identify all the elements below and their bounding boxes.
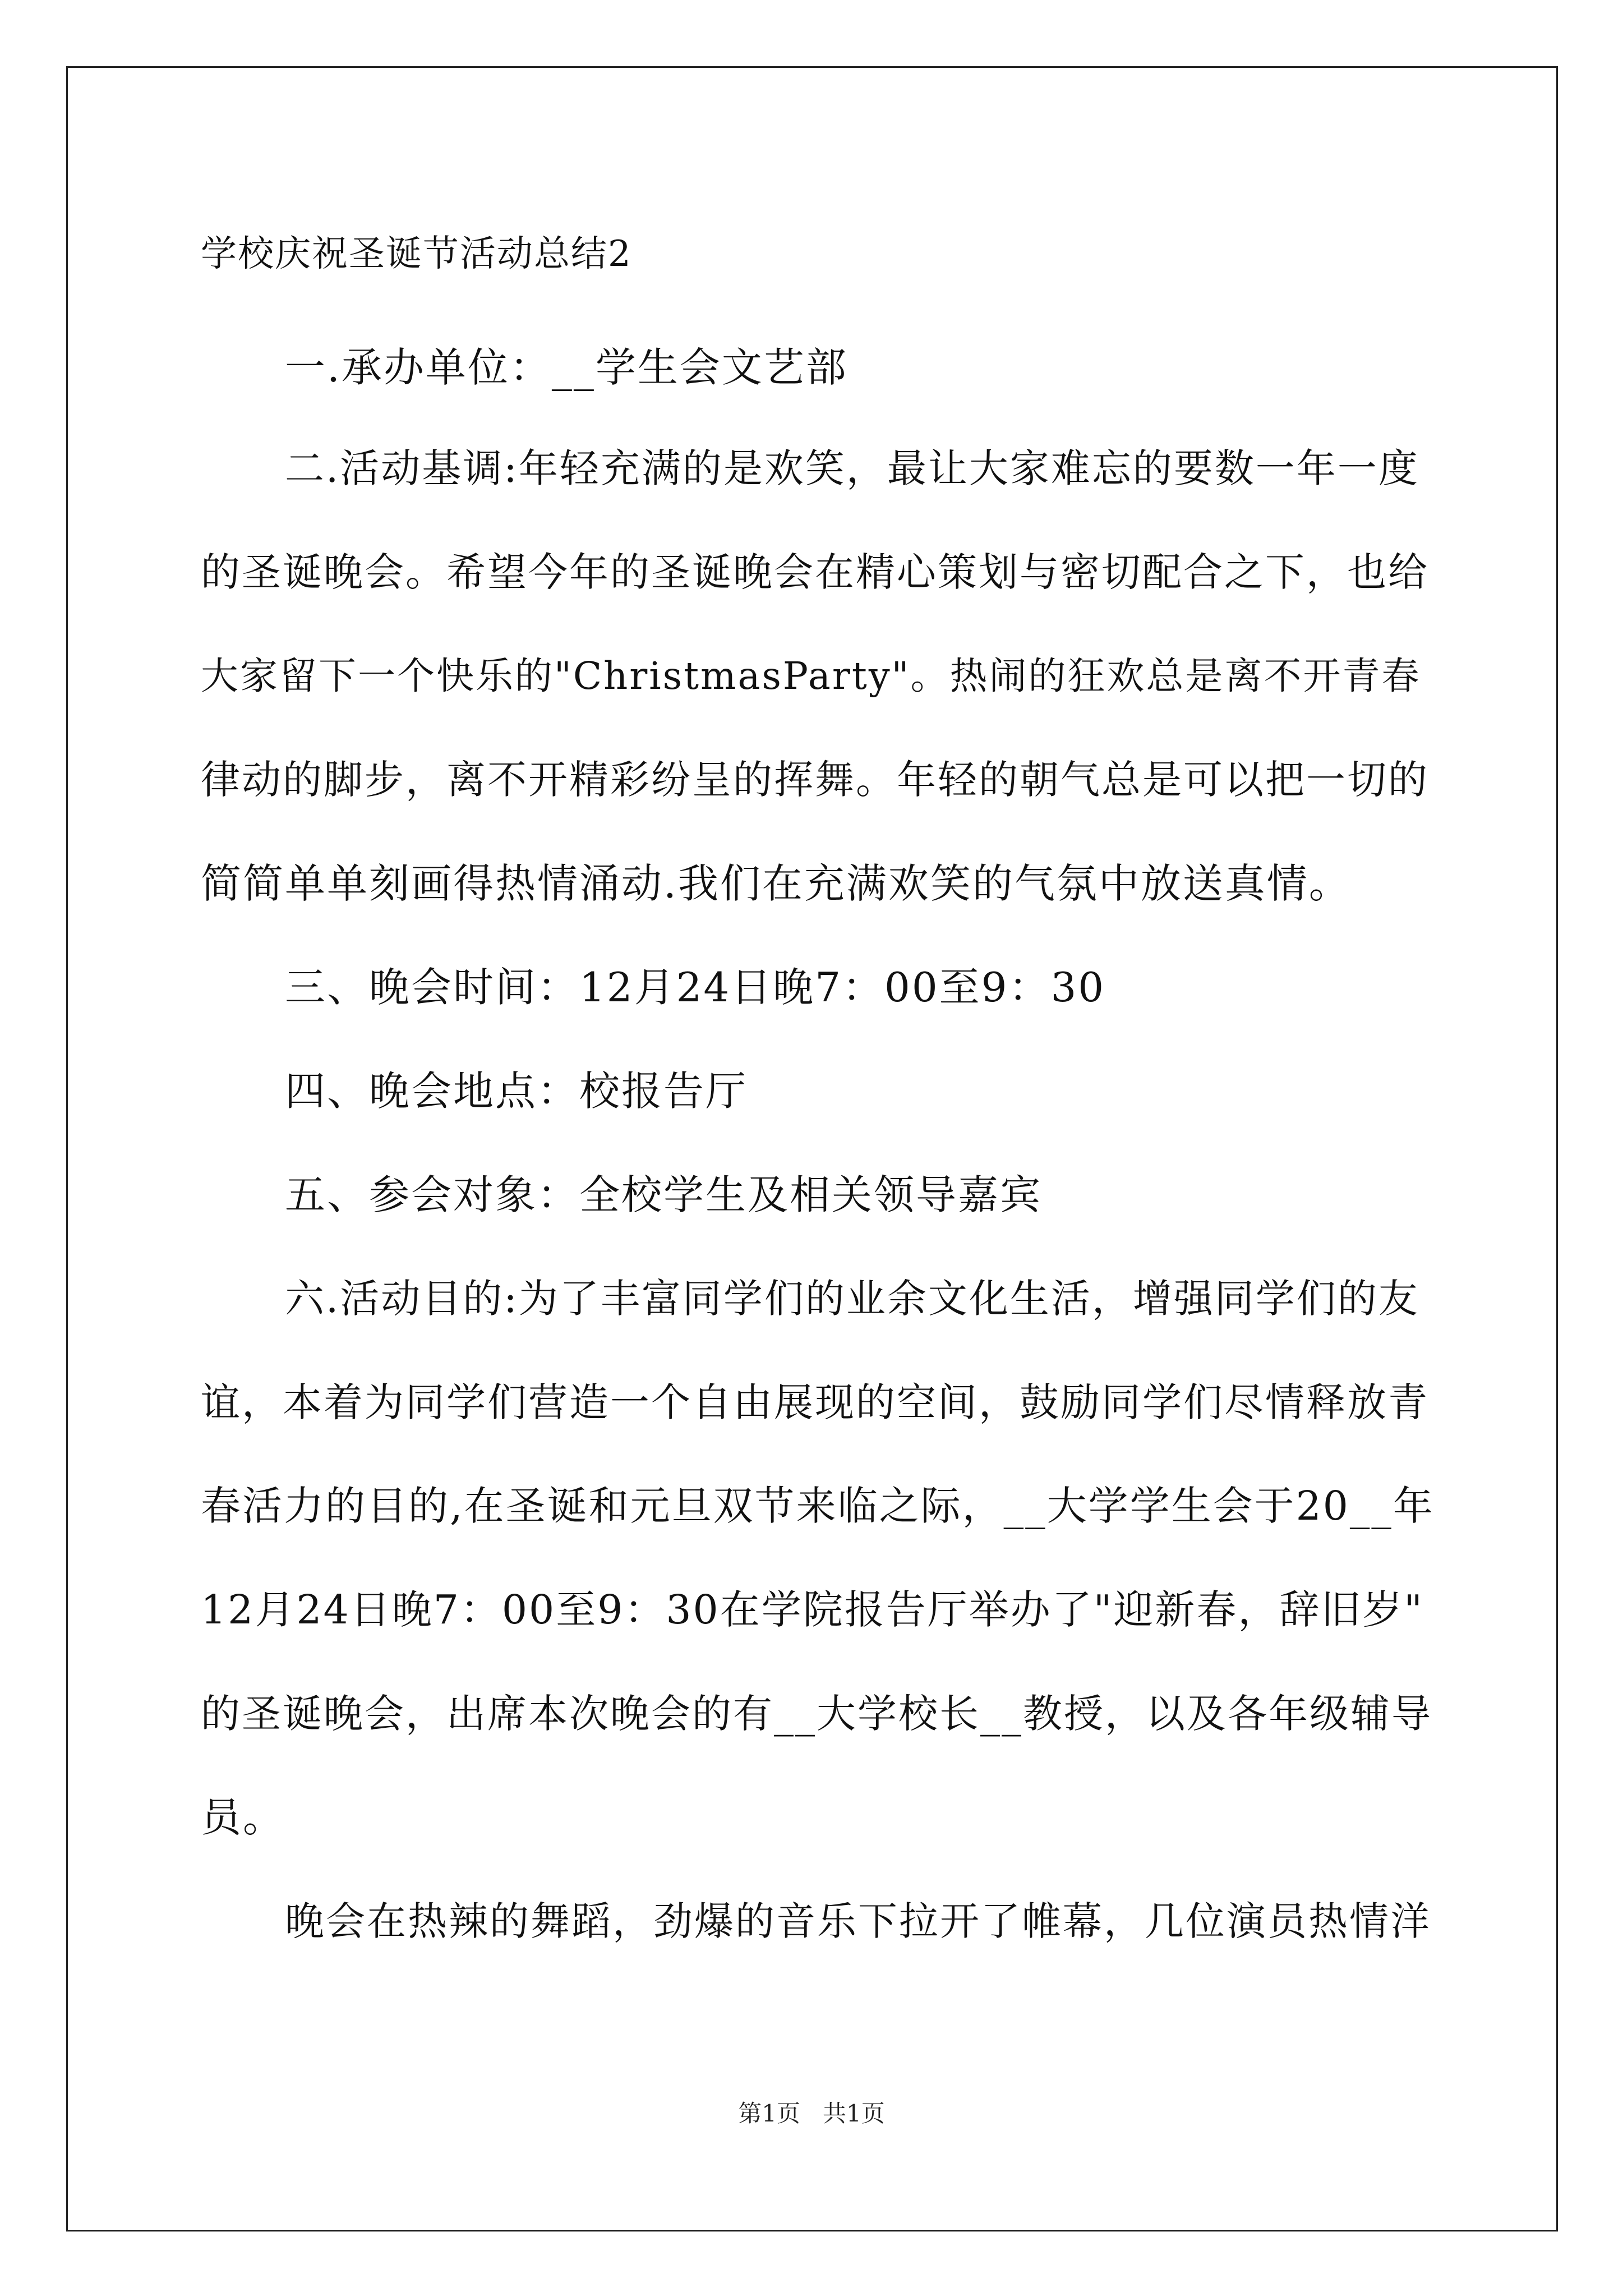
document-title: 学校庆祝圣诞节活动总结2 xyxy=(201,233,632,275)
paragraph-line: 四、晚会地点：校报告厅 xyxy=(285,1068,748,1115)
paragraph-line: 谊，本着为同学们营造一个自由展现的空间，鼓励同学们尽情释放青 xyxy=(201,1379,1429,1425)
paragraph-line: 五、参会对象：全校学生及相关领导嘉宾 xyxy=(285,1171,1043,1218)
paragraph-line: 六.活动目的:为了丰富同学们的业余文化生活，增强同学们的友 xyxy=(285,1276,1419,1322)
page-number-footer: 第1页 共1页 xyxy=(738,2100,885,2127)
paragraph-line: 二.活动基调:年轻充满的是欢笑，最让大家难忘的要数一年一度 xyxy=(285,445,1419,491)
paragraph-line: 三、晚会时间：12月24日晚7：00至9：30 xyxy=(285,964,1106,1011)
paragraph-line: 大家留下一个快乐的"ChristmasParty"。热闹的狂欢总是离不开青春 xyxy=(201,654,1421,698)
paragraph-line: 员。 xyxy=(201,1794,285,1841)
paragraph-line: 一.承办单位：__学生会文艺部 xyxy=(285,344,848,391)
paragraph-line: 12月24日晚7：00至9：30在学院报告厅举办了"迎新春，辞旧岁" xyxy=(201,1586,1424,1633)
paragraph-line: 简简单单刻画得热情涌动.我们在充满欢笑的气氛中放送真情。 xyxy=(201,860,1351,907)
paragraph-line: 的圣诞晚会。希望今年的圣诞晚会在精心策划与密切配合之下，也给 xyxy=(201,549,1429,595)
paragraph-line: 春活力的目的,在圣诞和元旦双节来临之际，__大学学生会于20__年 xyxy=(201,1483,1435,1529)
paragraph-line: 律动的脚步，离不开精彩纷呈的挥舞。年轻的朝气总是可以把一切的 xyxy=(201,757,1429,803)
paragraph-line: 晚会在热辣的舞蹈，劲爆的音乐下拉开了帷幕，几位演员热情洋 xyxy=(285,1898,1431,1944)
paragraph-line: 的圣诞晚会，出席本次晚会的有__大学校长__教授，以及各年级辅导 xyxy=(201,1691,1432,1737)
